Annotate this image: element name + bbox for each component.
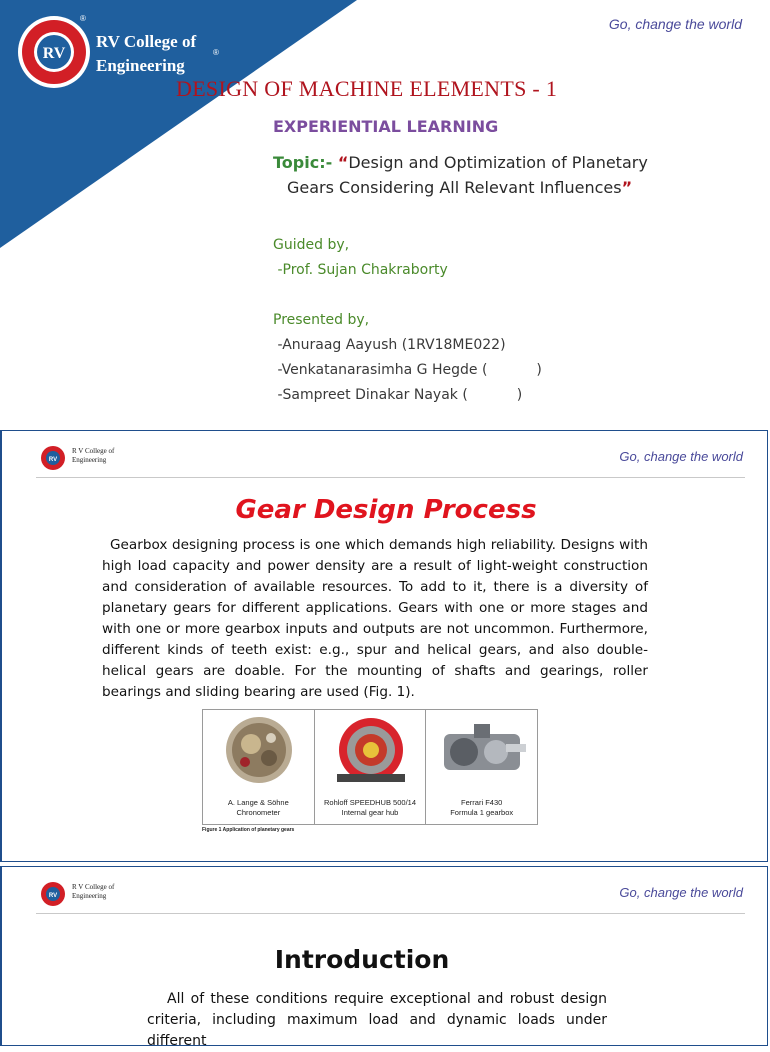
figure-cell <box>315 710 427 824</box>
guide-name: -Prof. Sujan Chakraborty <box>273 262 448 278</box>
figure-cell <box>203 710 315 824</box>
presenter-name: -Anuraag Aayush (1RV18ME022) <box>273 337 506 353</box>
presenter-name: -Sampreet Dinakar Nayak ( ) <box>273 387 523 403</box>
subtitle: EXPERIENTIAL LEARNING <box>273 117 499 136</box>
open-quote: “ <box>337 153 349 172</box>
slide-title: Gear Design Process <box>235 495 537 525</box>
topic-line2: Gears Considering All Relevant Influences <box>287 178 622 197</box>
header-college-name: R V College of Engineering <box>72 447 115 464</box>
gearbox-icon <box>434 714 530 790</box>
slide-body: Gearbox designing process is one which demands high reliability. Designs with high load capacity and power density are a result of light-weight construction and consideration of available resources. To add to it, there is a diversity of planetary gears for different applications. Gears with one or more stages and with one or more gearbox inputs and outputs are not uncommon. Furthermore, different kinds of teeth exist: e.g., spur and helical gears, and also double-helical gears are doable. For the mounting of shafts and gearings, roller bearings and sliding bearing are used (Fig. 1). <box>102 537 648 700</box>
tagline: Go, change the world <box>619 449 743 464</box>
credits-block <box>273 233 542 408</box>
figure-caption-line1: Rohloff SPEEDHUB 500/14 <box>324 798 416 807</box>
figure-caption-line1: A. Lange & Söhne <box>227 798 289 807</box>
topic-label: Topic:- <box>273 153 338 172</box>
gear-design-slide <box>0 430 768 862</box>
figure-number-caption: Figure 1 Application of planetary gears <box>202 827 295 833</box>
tagline: Go, change the world <box>619 885 743 900</box>
college-name <box>96 30 196 78</box>
guided-label: Guided by, <box>273 237 350 253</box>
slide-title: Introduction <box>274 945 450 974</box>
planetary-gears-figure <box>202 709 538 825</box>
slide-body: All of these conditions require exceptional and robust design criteria, including maximum load and dynamic loads under different <box>147 991 607 1049</box>
figure-caption-line2: Chronometer <box>236 808 281 817</box>
figure-cell <box>426 710 537 824</box>
close-quote: ” <box>621 178 633 197</box>
rv-logo-icon <box>40 445 66 471</box>
figure-caption-line2: Formula 1 gearbox <box>450 808 514 817</box>
svg-text:RV: RV <box>48 457 58 463</box>
tagline: Go, change the world <box>608 16 742 32</box>
figure-caption-line2: Internal gear hub <box>341 808 399 817</box>
registered-icon: ® <box>80 14 86 23</box>
watch-icon <box>211 714 307 790</box>
gear-hub-icon <box>323 714 419 790</box>
introduction-slide <box>0 866 768 1049</box>
title-slide <box>0 0 768 425</box>
rv-logo-icon <box>16 14 92 90</box>
presenter-name: -Venkatanarasimha G Hegde ( ) <box>273 362 542 378</box>
svg-text:RV: RV <box>48 893 58 899</box>
header-divider <box>36 477 745 478</box>
topic-block <box>273 150 693 200</box>
topic-line1: Design and Optimization of Planetary <box>348 153 648 172</box>
college-name-line2: Engineering <box>96 56 185 75</box>
course-title: DESIGN OF MACHINE ELEMENTS - 1 <box>176 76 558 101</box>
rv-logo-icon <box>40 881 66 907</box>
presented-label: Presented by, <box>273 312 370 328</box>
figure-caption-line1: Ferrari F430 <box>461 798 503 807</box>
registered-icon: ® <box>213 48 219 57</box>
svg-text:RV: RV <box>42 45 66 62</box>
college-name-line1: RV College of <box>96 32 197 51</box>
header-college-name: R V College of Engineering <box>72 883 115 900</box>
header-divider <box>36 913 745 914</box>
